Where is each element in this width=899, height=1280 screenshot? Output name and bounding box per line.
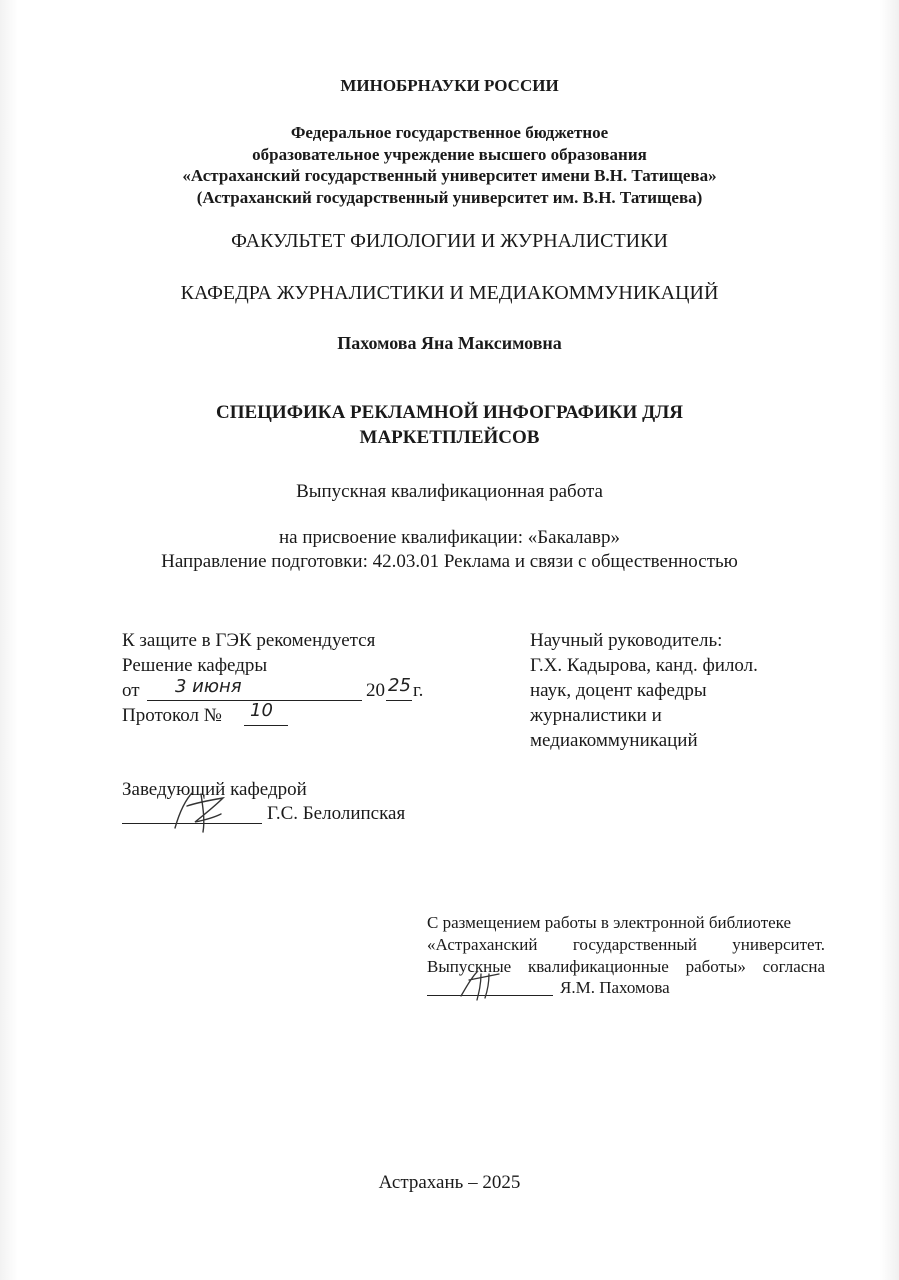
supervisor-line-2: наук, доцент кафедры xyxy=(530,680,707,701)
department-decision: Решение кафедры xyxy=(122,655,268,676)
ministry-heading: МИНОБРНАУКИ РОССИИ xyxy=(340,76,559,95)
thesis-title-line-2: МАРКЕТПЛЕЙСОВ xyxy=(359,427,540,448)
supervisor-label: Научный руководитель: xyxy=(530,630,723,651)
year-prefix: 20 xyxy=(366,680,385,701)
protocol-underline xyxy=(244,725,288,726)
study-direction: Направление подготовки: 42.03.01 Реклама и связи с общественностью xyxy=(161,551,738,572)
year-underline xyxy=(386,700,412,701)
city-year-footer: Астрахань – 2025 xyxy=(378,1172,521,1193)
thesis-title-line-1: СПЕЦИФИКА РЕКЛАМНОЙ ИНФОГРАФИКИ ДЛЯ xyxy=(215,402,684,423)
supervisor-line-1: Г.Х. Кадырова, канд. филол. xyxy=(530,655,758,676)
institution-line-1: Федеральное государственное бюджетное xyxy=(290,123,609,142)
handwritten-date: 3 июня xyxy=(175,676,242,697)
head-signature xyxy=(165,784,235,836)
institution-line-4: (Астраханский государственный университет им. В.Н. Татищева) xyxy=(196,188,703,207)
department-name: КАФЕДРА ЖУРНАЛИСТИКИ И МЕДИАКОММУНИКАЦИЙ xyxy=(180,282,719,304)
head-of-department-name: Г.С. Белолипская xyxy=(267,803,406,824)
institution-line-3: «Астраханский государственный университет имени В.Н. Татищева» xyxy=(182,166,717,185)
faculty-name: ФАКУЛЬТЕТ ФИЛОЛОГИИ И ЖУРНАЛИСТИКИ xyxy=(231,230,668,252)
work-type: Выпускная квалификационная работа xyxy=(296,481,603,502)
head-of-department-label: Заведующий кафедрой xyxy=(122,779,307,800)
qualification: на присвоение квалификации: «Бакалавр» xyxy=(278,527,620,548)
library-consent-line-3: Выпускные квалификационные работы» согласна xyxy=(427,957,825,976)
supervisor-line-4: медиакоммуникаций xyxy=(530,730,698,751)
handwritten-protocol-number: 10 xyxy=(250,700,273,721)
year-suffix: г. xyxy=(413,680,424,701)
defense-recommended: К защите в ГЭК рекомендуется xyxy=(122,630,376,651)
decision-date-label: от xyxy=(122,680,140,701)
supervisor-line-3: журналистики и xyxy=(530,705,662,726)
consent-author-name: Я.М. Пахомова xyxy=(560,978,670,997)
author-signature xyxy=(455,966,505,1002)
author-name: Пахомова Яна Максимовна xyxy=(337,333,562,353)
institution-line-2: образовательное учреждение высшего образования xyxy=(252,145,647,164)
library-consent-line-1: С размещением работы в электронной библиотеке xyxy=(427,913,792,932)
protocol-label: Протокол № xyxy=(122,705,222,726)
handwritten-year: 25 xyxy=(388,675,411,696)
library-consent-line-2: «Астраханский государственный университет. xyxy=(427,935,825,954)
